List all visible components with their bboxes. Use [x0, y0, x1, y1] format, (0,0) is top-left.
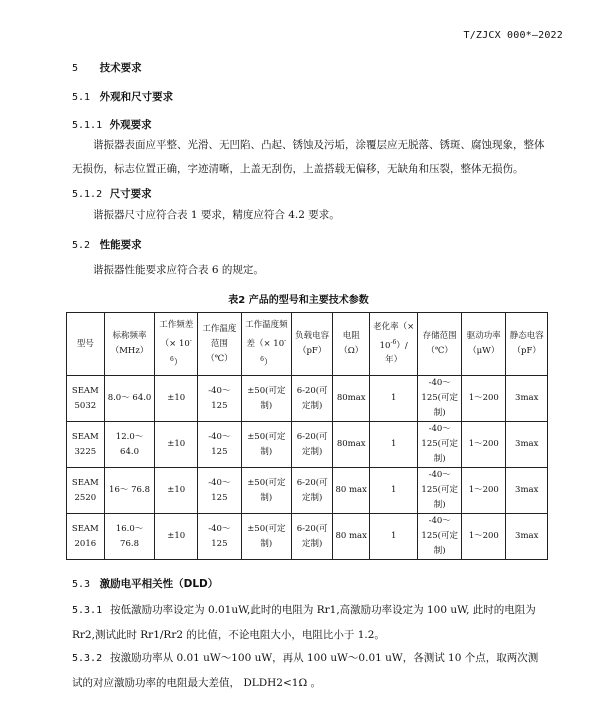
- section-5-heading: [72, 60, 142, 75]
- table-cell: ±10: [155, 468, 198, 514]
- table-cell: 1: [370, 376, 418, 422]
- column-header-label: 工作温度频差（× 10: [245, 319, 288, 349]
- section-number: 5.3.2: [72, 653, 103, 664]
- column-header: [333, 313, 370, 376]
- section-title: 外观要求: [109, 119, 152, 131]
- section-title: 外观和尺寸要求: [99, 91, 174, 103]
- section-5-1-2-text: 谐振器尺寸应符合表 1 要求，精度应符合 4.2 要求。: [93, 209, 340, 221]
- section-5-2-heading: [72, 237, 142, 252]
- column-header: [370, 313, 418, 376]
- table-cell: -40～ 125: [198, 376, 242, 422]
- column-header: [291, 313, 332, 376]
- table-cell: 3max: [506, 514, 548, 560]
- table-cell: 3max: [506, 468, 548, 514]
- table-cell: 80 max: [333, 468, 370, 514]
- column-header-tail: ）/ 年）: [385, 340, 408, 366]
- table-cell: 80max: [333, 376, 370, 422]
- table-cell: 1: [370, 514, 418, 560]
- section-5-2-text: 谐振器性能要求应符合表 6 的规定。: [93, 264, 264, 276]
- table-cell: 6-20(可定制): [291, 376, 332, 422]
- column-header: [418, 313, 462, 376]
- section-title: 尺寸要求: [109, 188, 152, 200]
- table-row: [67, 422, 548, 468]
- column-header-label: 老化率（× 10: [373, 321, 415, 351]
- table-cell: 1: [370, 468, 418, 514]
- table-caption: 表2 产品的型号和主要技术参数: [228, 295, 369, 306]
- table-row: [67, 468, 548, 514]
- column-header-exponent: -6: [260, 336, 287, 363]
- table-cell: -40～ 125(可定制): [418, 376, 462, 422]
- table-cell: SEAM 3225: [67, 422, 105, 468]
- column-header-label: 标称频率（MHz）: [110, 331, 149, 356]
- section-5-1-heading: [72, 89, 173, 104]
- section-5-1-1-heading: [72, 117, 152, 132]
- section-5-3-1-text: 按低激励功率设定为 0.01uW,此时的电阻为 Rr1,高激励功率设定为 100 uW, 此时的电阻为 Rr2,测试此时 Rr1/Rr2 的比值，不论电阻大小，电阻比小于 1.2。: [72, 604, 536, 641]
- section-5-1-2-heading: [72, 186, 152, 201]
- column-header: [104, 313, 155, 376]
- section-5-3-2: [72, 646, 548, 695]
- column-header-label: 电阻（Ω）: [339, 331, 364, 356]
- table-row: [67, 514, 548, 560]
- table-cell: ±10: [155, 514, 198, 560]
- column-header: [506, 313, 548, 376]
- table-cell: 1～200: [462, 468, 506, 514]
- table-cell: SEAM 2016: [67, 514, 105, 560]
- column-header: [462, 313, 506, 376]
- table-body: [67, 376, 548, 560]
- standard-code: T/ZJCX 000*—2022: [463, 30, 563, 41]
- table-cell: 8.0～ 64.0: [104, 376, 155, 422]
- table-cell: -40～ 125(可定制): [418, 422, 462, 468]
- table-cell: 1～200: [462, 514, 506, 560]
- section-5-3-1: [72, 598, 548, 647]
- section-title: 技术要求: [99, 62, 142, 74]
- table-cell: ±50(可定制): [241, 514, 291, 560]
- table-cell: 6-20(可定制): [291, 514, 332, 560]
- table-cell: 12.0～ 64.0: [104, 422, 155, 468]
- table-header-row: [67, 313, 548, 376]
- table-cell: 6-20(可定制): [291, 422, 332, 468]
- table-row: [67, 376, 548, 422]
- column-header-tail: ）: [263, 357, 273, 368]
- section-number: 5.1.1: [72, 120, 103, 131]
- section-number: 5.2: [72, 240, 91, 251]
- section-5-1-1-text: 谐振器表面应平整、光滑、无凹陷、凸起、锈蚀及污垢，涂覆层应无脱落、锈斑、腐蚀现象，整体无损伤，标志位置正确，字迹清晰，上盖无刮伤，上盖搭载无偏移，无缺角和压裂，整体无损伤。: [72, 139, 545, 175]
- table-cell: -40～ 125(可定制): [418, 514, 462, 560]
- table-cell: 16.0～ 76.8: [104, 514, 155, 560]
- table-cell: 80max: [333, 422, 370, 468]
- section-title: 激励电平相关性（DLD）: [99, 578, 219, 590]
- table-cell: -40～ 125: [198, 422, 242, 468]
- section-5-3-heading: [72, 576, 218, 591]
- section-number: 5.3.1: [72, 605, 103, 616]
- column-header-exponent: -6: [390, 338, 397, 346]
- column-header-label: 驱动功率（μW）: [466, 331, 501, 356]
- table-cell: -40～ 125: [198, 468, 242, 514]
- section-number: 5.3: [72, 579, 91, 590]
- table-cell: 6-20(可定制): [291, 468, 332, 514]
- section-number: 5.1: [72, 92, 91, 103]
- table-cell: 3max: [506, 376, 548, 422]
- table-cell: -40～ 125: [198, 514, 242, 560]
- spec-table: [66, 312, 548, 560]
- table-cell: 1～200: [462, 376, 506, 422]
- column-header-label: 负载电容（pF）: [295, 331, 330, 356]
- column-header-exponent: -6: [170, 336, 192, 363]
- table-cell: 80 max: [333, 514, 370, 560]
- section-title: 性能要求: [99, 239, 142, 251]
- table-cell: 16～ 76.8: [104, 468, 155, 514]
- column-header-label: 型号: [76, 338, 94, 349]
- column-header-label: 静态电容（pF）: [509, 331, 544, 356]
- table-cell: ±50(可定制): [241, 376, 291, 422]
- column-header-label: 存储范围（℃）: [422, 331, 457, 356]
- table-cell: 1: [370, 422, 418, 468]
- column-header: [155, 313, 198, 376]
- column-header-label: 工作频差（× 10: [159, 319, 194, 349]
- section-number: 5.1.2: [72, 189, 103, 200]
- column-header-label: 工作温度范围（℃）: [202, 323, 237, 364]
- column-header: [67, 313, 105, 376]
- table-cell: ±10: [155, 422, 198, 468]
- table-cell: ±50(可定制): [241, 422, 291, 468]
- column-header: [198, 313, 242, 376]
- table-cell: SEAM 5032: [67, 376, 105, 422]
- table-cell: 1～200: [462, 422, 506, 468]
- section-5-3-2-text: 按激励功率从 0.01 uW～100 uW，再从 100 uW～0.01 uW，各测试 10 个点，取两次测试的对应激励功率的电阻最大差值， DLDH2<1Ω 。: [72, 652, 539, 689]
- table-cell: 3max: [506, 422, 548, 468]
- section-number: 5: [72, 63, 79, 74]
- column-header-tail: ）: [173, 357, 183, 368]
- table-cell: ±50(可定制): [241, 468, 291, 514]
- column-header: [241, 313, 291, 376]
- table-cell: SEAM 2520: [67, 468, 105, 514]
- table-cell: ±10: [155, 376, 198, 422]
- table-cell: -40～ 125(可定制): [418, 468, 462, 514]
